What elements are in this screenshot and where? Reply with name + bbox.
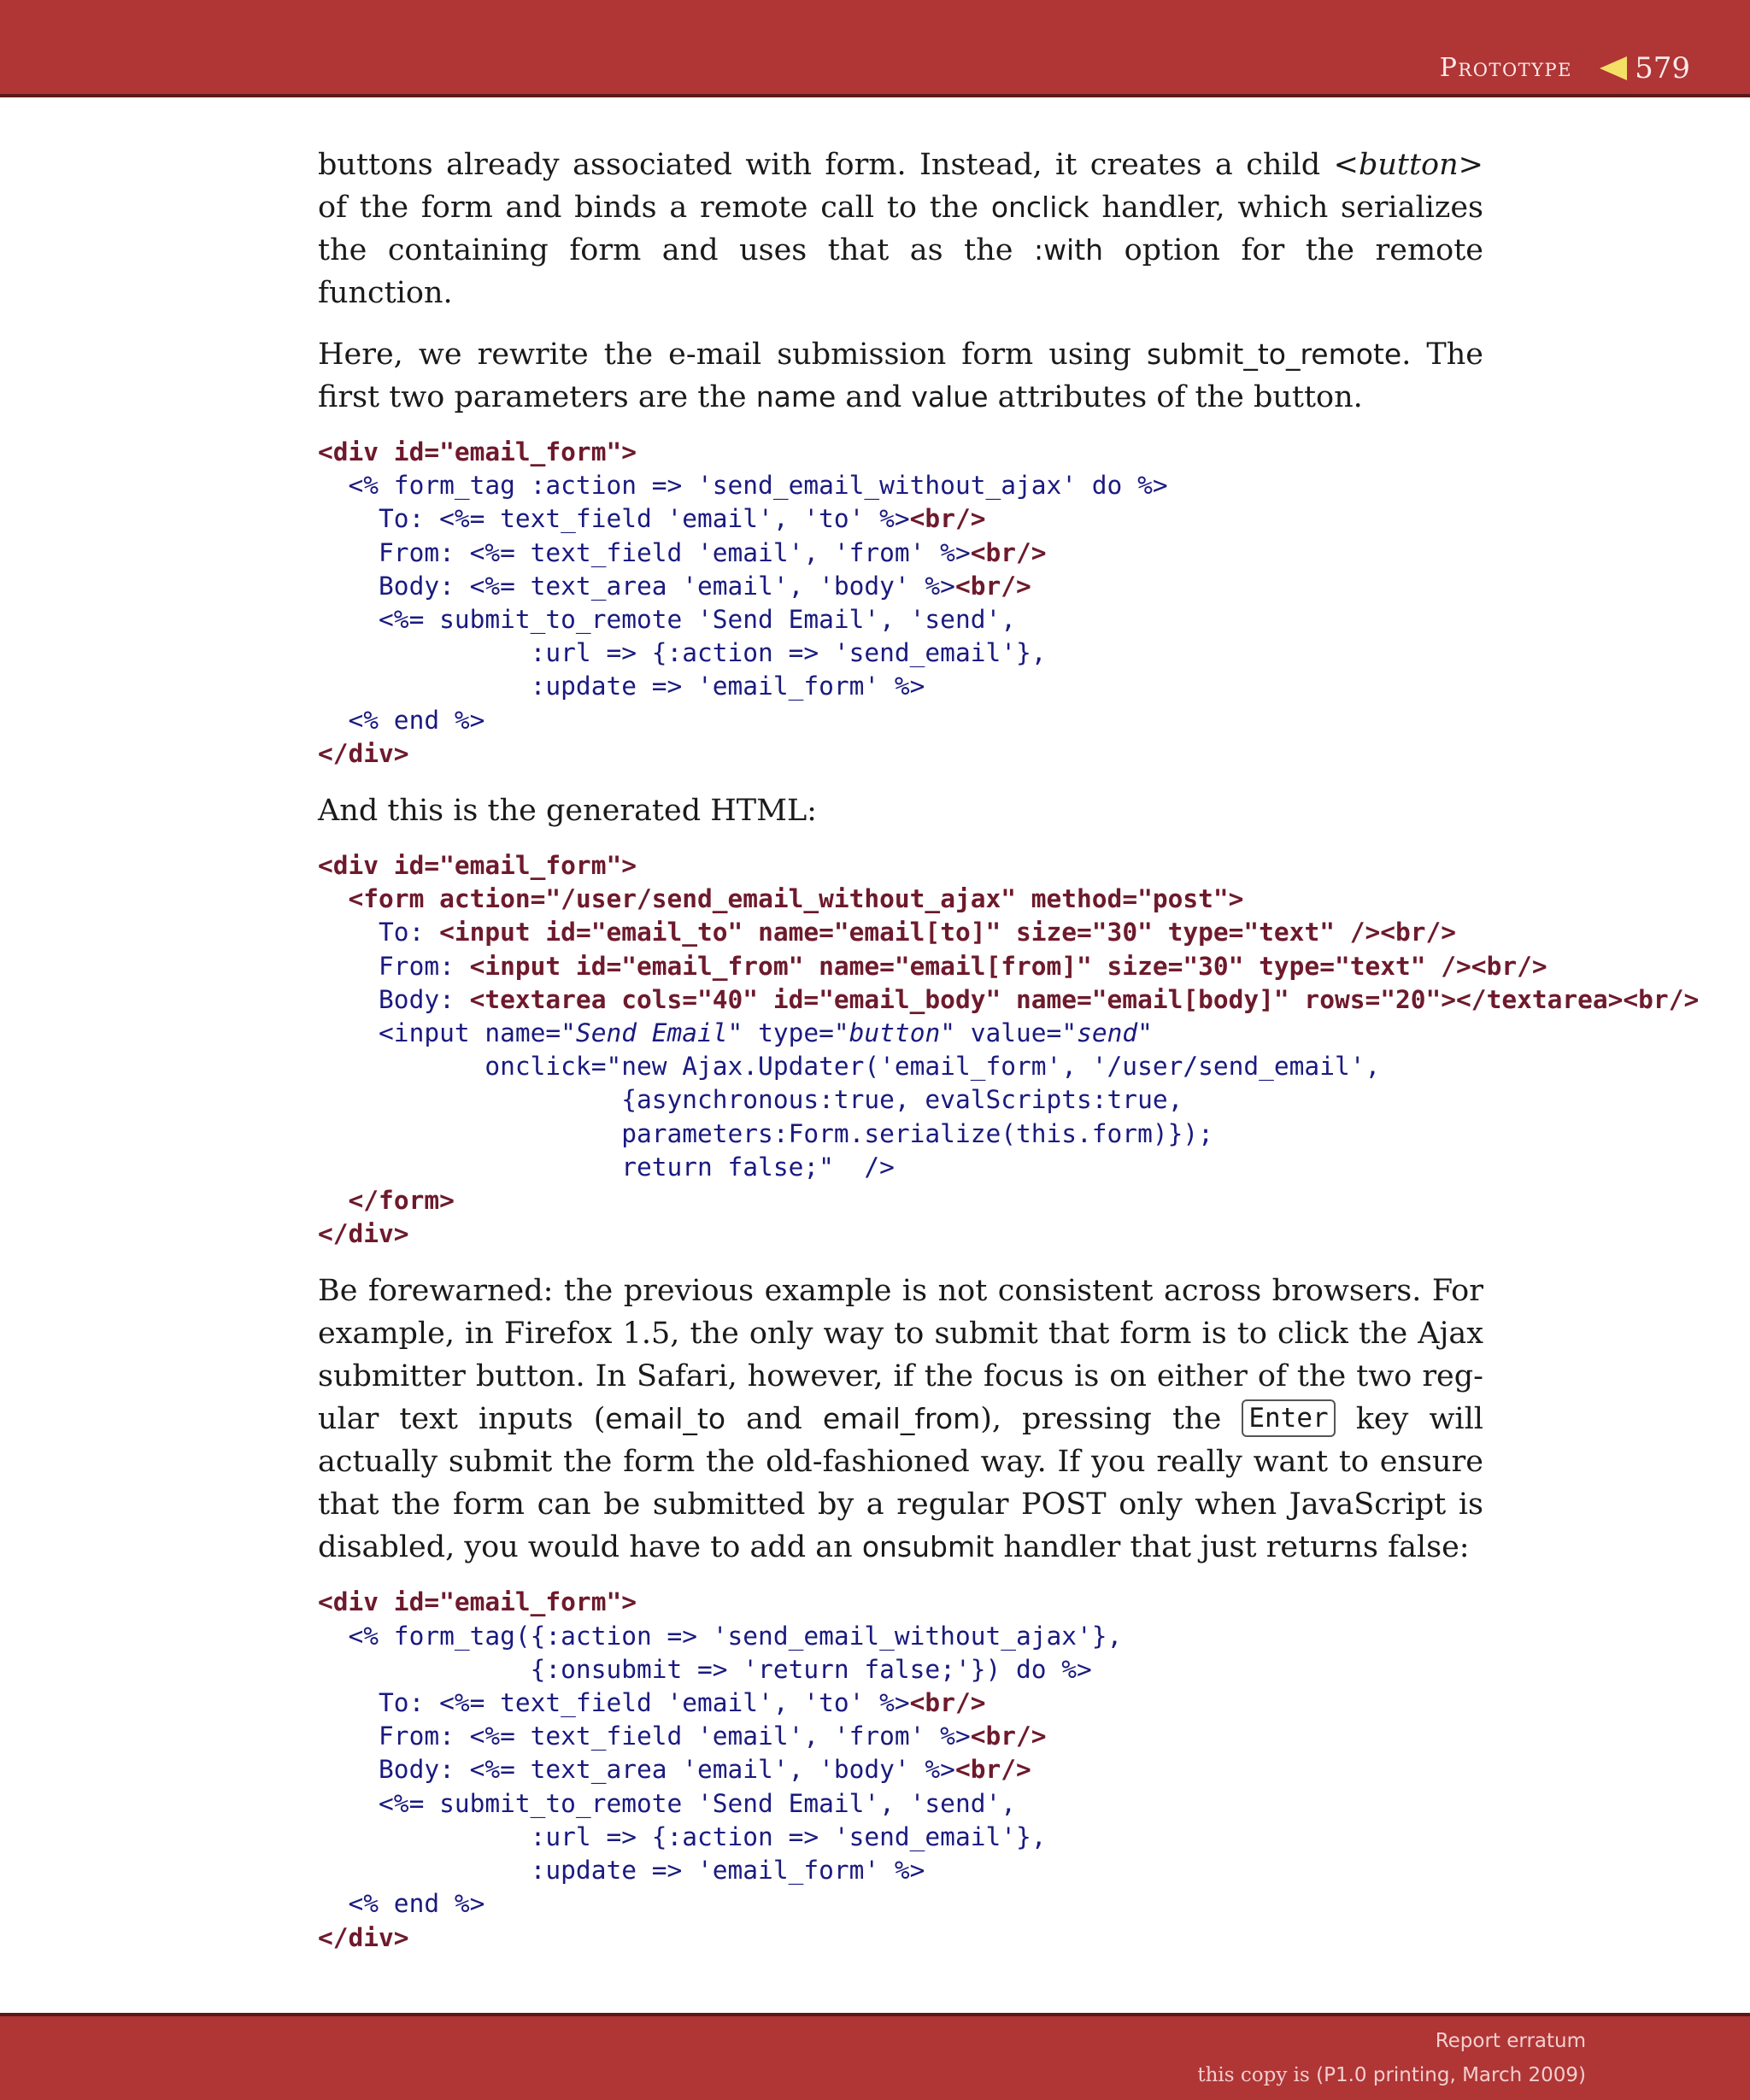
page-footer [0,2013,1750,2100]
page-body [318,144,1700,1955]
inline-code: <button> [1333,148,1483,182]
enter-key: Enter [1242,1399,1335,1437]
copy-info: this copy is (P1.0 printing, March 2009) [1197,2064,1586,2086]
inline-code: email_to [605,1402,726,1436]
code-block: <div id="email_form"> <% form_tag :action => 'send_email_without_ajax' do %> To: <%= text_field 'email', 'to' %><br/> From: <%= text_field 'email', 'from' %><br/> Body: <%= text_area 'email', 'body' %><br/> <%= submit_to_remote 'Send Email', 'send', :url => {:action => 'send_email'}, :update => 'email_form' %> <% end %> </div> [318,437,1168,768]
paragraph: Be forewarned: the previous example is not consistent across browsers. For example, in Firefox 1.5, the only way to submit that form is to click the Ajax submitter button. In Safari, however, if the focus is on either of the two regular text inputs (email_to and email_from), pressing the Enter key will actually submit the form the old-fashioned way. If you really want to ensure that the form can be submitted by a regular POST only when JavaScript is disabled, you would have to add an onsubmit handler that just returns false: [318,1274,1483,1565]
inline-code: email_from [822,1402,981,1436]
code-block: <div id="email_form"> <% form_tag({:action => 'send_email_without_ajax'}, {:onsubmit => 'return false;'}) do %> To: <%= text_field 'email', 'to' %><br/> From: <%= text_field 'email', 'from' %><br/> Body: <%= text_area 'email', 'body' %><br/> <%= submit_to_remote 'Send Email', 'send', :url => {:action => 'send_email'}, :update => 'email_form' %> <% end %> </div> [318,1587,1123,1952]
page-number: 579 [1635,51,1690,85]
paragraph: Here, we rewrite the e-mail submission form using submit_to_remote. The first two parameters are the name and value attributes of the button. [318,337,1483,414]
report-erratum-link[interactable]: Report erratum [1435,2030,1586,2052]
inline-code: onsubmit [861,1530,995,1564]
inline-code: name [755,380,837,414]
inline-code: value [911,380,989,414]
section-title: Prototype [1439,53,1572,83]
paragraph: And this is the generated HTML: [318,794,817,829]
page-header [0,0,1750,97]
code-block: <div id="email_form"> <form action="/user/send_email_without_ajax" method="post"> To: <input id="email_to" name="email[to]" size="30" type="text" /><br/> From: <input id="email_from" name="email[from]" size="30" type="text" /><br/> Body: <textarea cols="40" id="email_body" name="email[body]" rows="20"></textarea><br/> <input name="Send Email" type="button" value="send" onclick="new Ajax.Updater('email_form', '/user/send_email', {asynchronous:true, evalScripts:true, parameters:Form.serialize(this.form)}); return false;" /> </form> </div> [318,851,1700,1249]
inline-code: :with [1033,233,1104,267]
previous-arrow-icon[interactable] [1600,56,1627,80]
inline-code: submit_to_remote [1147,337,1402,371]
inline-code: onclick [990,191,1089,224]
paragraph: buttons already associated with form. Instead, it creates a child <button> of the form and binds a remote call to the onclick handler, which serializes the containing form and uses that as the :with option for the remote function. [318,148,1483,310]
